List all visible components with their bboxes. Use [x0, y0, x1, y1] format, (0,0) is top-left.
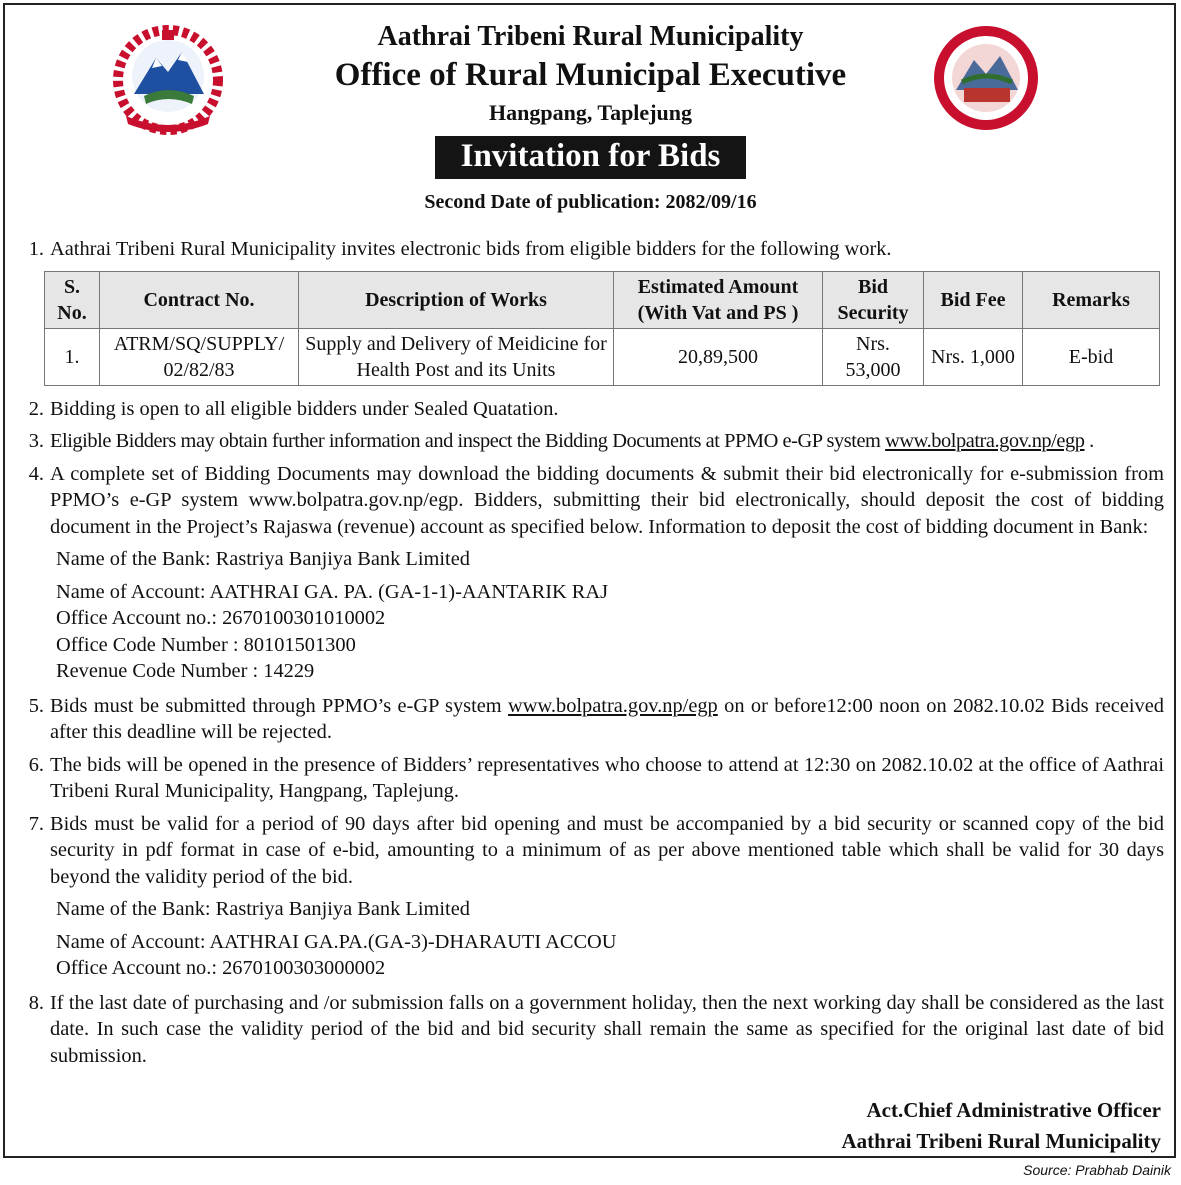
item-number: 2. — [28, 397, 44, 420]
table-cell: Nrs. 53,000 — [823, 328, 924, 385]
column-header: Bid Fee — [924, 271, 1023, 328]
office-location: Hangpang, Taplejung — [489, 100, 692, 125]
table-cell: E-bid — [1023, 328, 1160, 385]
bank-details-revenue — [14, 546, 1164, 685]
item-number: 8. — [28, 991, 44, 1014]
signatory-title: Act.Chief Administrative Officer — [866, 1098, 1161, 1122]
list-item-2 — [14, 396, 1164, 423]
account-number: Office Account no.: 2670100301010002 — [56, 607, 386, 629]
item-text-main: Eligible Bidders may obtain further information and inspect the Bidding Documents at PPMO e-GP system — [50, 430, 881, 452]
table-cell: Nrs. 1,000 — [924, 328, 1023, 385]
list-item-3 — [14, 428, 1164, 455]
publication-date: Second Date of publication: 2082/09/16 — [424, 191, 757, 213]
table-row — [45, 328, 1160, 385]
item-number: 1. — [28, 238, 44, 260]
list-item-8 — [14, 990, 1164, 1070]
item-text: The bids will be opened in the presence of Bidders’ representatives who choose to attend at 12:30 on 2082.10.02 at the office of Aathrai Tribeni Rural Municipality, Hangpang, Taplejung. — [50, 753, 1164, 802]
source-credit: Source: Prabhab Dainik — [1023, 1162, 1171, 1178]
table-cell: Supply and Delivery of Meidicine for Health Post and its Units — [299, 328, 614, 385]
item-text-post: on or before12:00 noon on 2082.10.02 Bids received after this deadline will be rejected. — [50, 694, 1164, 743]
bank-name: Name of the Bank: Rastriya Banjiya Bank Limited — [56, 898, 470, 920]
column-header: Estimated Amount (With Vat and PS ) — [614, 271, 823, 328]
column-header: Bid Security — [823, 271, 924, 328]
item-text: If the last date of purchasing and /or submission falls on a government holiday, then the next working day shall be considered as the last date. In such case the validity period of the bid and bid security shall remain the same as specified for the original last date of bid submission. — [50, 991, 1164, 1067]
municipality-name: Aathrai Tribeni Rural Municipality — [377, 21, 804, 52]
item-text: A complete set of Bidding Documents may download the bidding documents & submit their bid electronically for e-submission from PPMO’s e-GP system www.bolpatra.gov.np/egp. Bidders, submitting their bid electronically, should deposit the cost of bidding document in the Project’s Rajaswa (revenue) account as specified below. Information to deposit the cost of bidding document in Bank: — [50, 462, 1164, 538]
account-name: Name of Account: AATHRAI GA.PA.(GA-3)-DHARAUTI ACCOU — [56, 930, 617, 953]
account-name: Name of Account: AATHRAI GA. PA. (GA-1-1)-AANTARIK RAJ — [56, 580, 609, 603]
notice-body — [14, 236, 1164, 1075]
item-number: 3. — [28, 430, 44, 452]
item-text: Aathrai Tribeni Rural Municipality invites electronic bids from eligible bidders for the following work. — [50, 238, 892, 260]
table-cell: 20,89,500 — [614, 328, 823, 385]
list-item-5 — [14, 693, 1164, 746]
item-text-tail: . — [1084, 430, 1094, 452]
item-number: 6. — [28, 753, 44, 776]
list-item-4 — [14, 461, 1164, 541]
bank-details-security — [14, 896, 1164, 982]
office-name: Office of Rural Municipal Executive — [334, 57, 847, 93]
egp-link[interactable]: www.bolpatra.gov.np/egp — [508, 694, 718, 717]
table-cell: 1. — [45, 328, 100, 385]
notice-title-banner: Invitation for Bids — [435, 136, 747, 179]
column-header: Description of Works — [299, 271, 614, 328]
item-number: 5. — [28, 694, 44, 717]
column-header: Remarks — [1023, 271, 1160, 328]
item-text — [50, 428, 1164, 455]
notice-header — [0, 20, 1181, 214]
account-number: Office Account no.: 2670100303000002 — [56, 957, 386, 979]
revenue-code: Revenue Code Number : 14229 — [56, 660, 315, 682]
table-cell: ATRM/SQ/SUPPLY/ 02/82/83 — [100, 328, 299, 385]
list-item-7 — [14, 811, 1164, 891]
item-text-pre: Bids must be submitted through PPMO’s e-GP system — [50, 694, 509, 717]
item-number: 7. — [28, 812, 44, 835]
item-text — [50, 693, 1164, 746]
item-text: Bidding is open to all eligible bidders under Sealed Quatation. — [50, 397, 559, 420]
column-header: S. No. — [45, 271, 100, 328]
egp-link[interactable]: www.bolpatra.gov.np/egp — [885, 430, 1085, 452]
table-header-row — [45, 271, 1160, 328]
column-header: Contract No. — [100, 271, 299, 328]
bank-name: Name of the Bank: Rastriya Banjiya Bank Limited — [56, 548, 470, 570]
item-text: Bids must be valid for a period of 90 days after bid opening and must be accompanied by a bid security or scanned copy of the bid security in pdf format in case of e-bid, amounting to a minimum of as per above mentioned table which shall be valid for 30 days beyond the validity period of the bid. — [50, 812, 1164, 888]
bids-table — [44, 271, 1160, 386]
office-code: Office Code Number : 80101501300 — [56, 633, 356, 656]
list-item-1 — [14, 236, 1164, 263]
signature-block — [842, 1095, 1162, 1157]
item-number: 4. — [28, 462, 44, 485]
list-item-6 — [14, 752, 1164, 805]
signatory-organization: Aathrai Tribeni Rural Municipality — [841, 1129, 1161, 1153]
